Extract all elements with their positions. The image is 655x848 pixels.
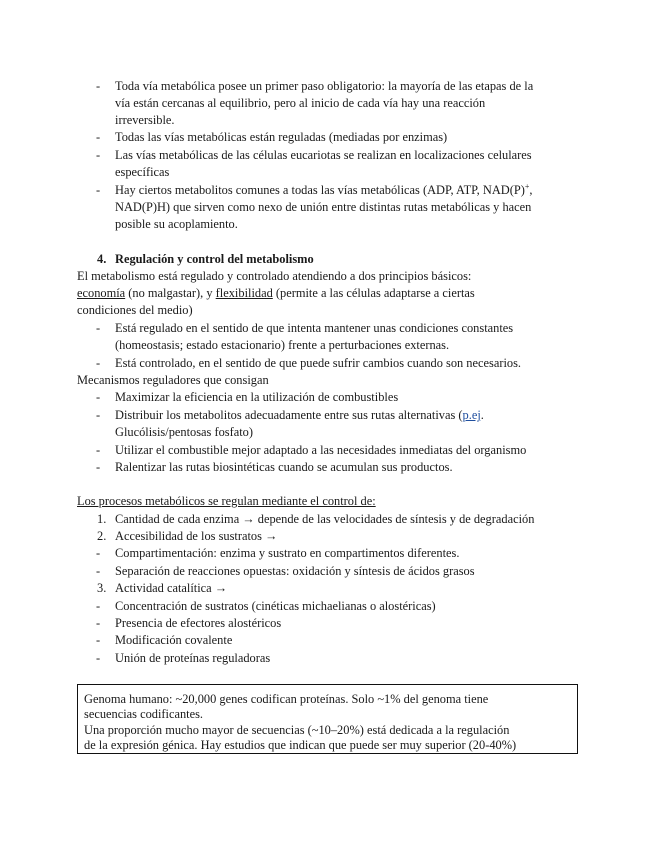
bullet-text: Hay ciertos metabolitos comunes a todas las vías metabólicas (ADP, ATP, NAD(P)+,: [115, 182, 533, 197]
bullet-text: Glucólisis/pentosas fosfato): [115, 425, 253, 439]
list-item: Cantidad de cada enzima → depende de las velocidades de síntesis y de degradación: [115, 512, 535, 526]
list-marker: -: [96, 633, 101, 647]
bullet-text: Ralentizar las rutas biosintéticas cuando se acumulan sus productos.: [115, 460, 453, 474]
bullet-text: irreversible.: [115, 113, 175, 127]
bullet-text: vía están cercanas al equilibrio, pero al inicio de cada vía hay una reacción: [115, 96, 486, 110]
list-item: Modificación covalente: [115, 633, 233, 647]
bullet-dash: -: [96, 390, 101, 404]
list-marker: 2.: [97, 529, 107, 543]
bullet-dash: -: [96, 183, 101, 197]
list-item: Concentración de sustratos (cinéticas michaelianas o alostéricas): [115, 599, 436, 613]
control-title: Los procesos metabólicos se regulan mediante el control de:: [77, 494, 376, 508]
list-marker: 1.: [97, 512, 107, 526]
bullet-text: Todas las vías metabólicas están reguladas (mediadas por enzimas): [115, 130, 448, 144]
bullet-dash: -: [96, 130, 101, 144]
list-item: Presencia de efectores alostéricos: [115, 616, 282, 630]
list-marker: -: [96, 546, 101, 560]
bullet-text: Está regulado en el sentido de que intenta mantener unas condiciones constantes: [115, 321, 514, 335]
mechanisms-title: Mecanismos reguladores que consigan: [77, 373, 269, 387]
list-item: Compartimentación: enzima y sustrato en compartimentos diferentes.: [115, 546, 460, 560]
list-marker: -: [96, 599, 101, 613]
bullet-dash: -: [96, 321, 101, 335]
note-line: Genoma humano: ~20,000 genes codifican proteínas. Solo ~1% del genoma tiene: [84, 692, 489, 706]
intro-text: El metabolismo está regulado y controlado atendiendo a dos principios básicos:: [77, 269, 472, 283]
bullet-text: Toda vía metabólica posee un primer paso obligatorio: la mayoría de las etapas de la: [115, 79, 534, 93]
bullet-text: Distribuir los metabolitos adecuadamente entre sus rutas alternativas (p.ej.: [115, 408, 484, 422]
list-marker: -: [96, 651, 101, 665]
term-economia: economía: [77, 286, 126, 300]
intro-text: economía (no malgastar), y flexibilidad (permite a las células adaptarse a ciertas: [77, 286, 475, 300]
bullet-text: Maximizar la eficiencia en la utilización de combustibles: [115, 390, 399, 404]
list-marker: -: [96, 564, 101, 578]
bullet-text: posible su acoplamiento.: [115, 217, 238, 231]
genome-note-box: [77, 684, 578, 754]
bullet-dash: -: [96, 443, 101, 457]
intro-text: condiciones del medio): [77, 303, 193, 317]
list-item: Accesibilidad de los sustratos →: [115, 529, 278, 543]
section-number: 4.: [97, 252, 107, 266]
bullet-dash: -: [96, 460, 101, 474]
note-line: Una proporción mucho mayor de secuencias (~10–20%) está dedicada a la regulación: [84, 723, 510, 737]
note-line: de la expresión génica. Hay estudios que indican que puede ser muy superior (20-40%): [84, 738, 517, 752]
bullet-text: (homeostasis; estado estacionario) frente a perturbaciones externas.: [115, 338, 450, 352]
list-marker: -: [96, 616, 101, 630]
note-line: secuencias codificantes.: [84, 707, 204, 721]
list-item: Actividad catalítica →: [115, 581, 228, 595]
bullet-text: Está controlado, en el sentido de que puede sufrir cambios cuando son necesarios.: [115, 356, 522, 370]
bullet-dash: -: [96, 148, 101, 162]
bullet-text: NAD(P)H) que sirven como nexo de unión entre distintas rutas metabólicas y hacen: [115, 200, 532, 214]
list-marker: 3.: [97, 581, 107, 595]
list-item: Separación de reacciones opuestas: oxidación y síntesis de ácidos grasos: [115, 564, 475, 578]
bullet-text: Utilizar el combustible mejor adaptado a las necesidades inmediatas del organismo: [115, 443, 527, 457]
bullet-text: Las vías metabólicas de las células eucariotas se realizan en localizaciones celulares: [115, 148, 532, 162]
bullet-dash: -: [96, 356, 101, 370]
bullet-dash: -: [96, 408, 101, 422]
list-item: Unión de proteínas reguladoras: [115, 651, 271, 665]
section-title: Regulación y control del metabolismo: [115, 252, 314, 266]
bullet-text: específicas: [115, 165, 170, 179]
pej-link[interactable]: p.ej: [462, 408, 481, 422]
term-flexibilidad: flexibilidad: [215, 286, 273, 300]
bullet-dash: -: [96, 79, 101, 93]
